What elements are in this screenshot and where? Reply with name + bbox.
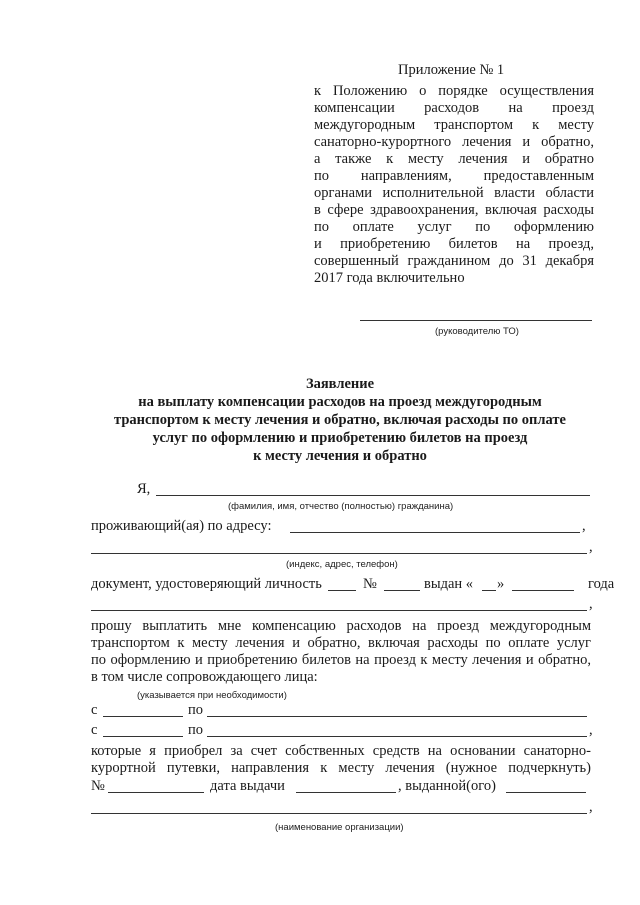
recipient-caption: (руководителю ТО)	[435, 326, 519, 337]
companion-caption: (указывается при необходимости)	[137, 690, 287, 701]
comma: ,	[589, 596, 593, 612]
request-line: в том числе сопровождающего лица:	[91, 669, 318, 685]
request-line: прошу выплатить мне компенсацию расходов на проезд междугородным	[91, 618, 591, 634]
full-name-field[interactable]	[156, 495, 590, 496]
comma: ,	[589, 722, 593, 738]
from-label: с	[91, 722, 98, 738]
document-subtitle-line: к месту лечения и обратно	[253, 448, 427, 464]
request-line: по оформлению и приобретению билетов на проезд к месту лечения и обратно,	[91, 652, 591, 668]
id-document-label: документ, удостоверяющий личность	[91, 576, 322, 592]
document-subtitle-line: услуг по оформлению и приобретению билетов на проезд	[152, 430, 528, 446]
request-line: транспортом к месту лечения и обратно, включая расходы по оплате услуг	[91, 635, 591, 651]
issued-label: выдан «	[424, 576, 474, 592]
to-date-field[interactable]	[207, 716, 587, 717]
appendix-line: а также к месту лечения и обратно	[314, 151, 594, 167]
issue-date-field[interactable]	[296, 792, 396, 793]
issuing-organization-field[interactable]	[506, 792, 586, 793]
comma: ,	[582, 518, 586, 534]
address-caption: (индекс, адрес, телефон)	[286, 559, 398, 570]
to-date-field[interactable]	[207, 736, 587, 737]
i-label: Я,	[137, 481, 151, 497]
recipient-field[interactable]	[360, 320, 592, 321]
appendix-line: по направлениям, предоставленным	[314, 168, 594, 184]
appendix-line: по оплате услуг по оформлению	[314, 219, 594, 235]
document-title: Заявление	[305, 376, 375, 392]
document-series-field[interactable]	[328, 590, 356, 591]
address-label: проживающий(ая) по адресу:	[91, 518, 272, 534]
from-date-field[interactable]	[103, 716, 183, 717]
issue-date-label: дата выдачи	[210, 778, 285, 794]
organization-name-field[interactable]	[91, 813, 587, 814]
appendix-line: компенсации расходов на проезд	[314, 100, 594, 116]
address-field[interactable]	[290, 532, 580, 533]
quote-close: »	[497, 576, 505, 592]
appendix-title: Приложение № 1	[398, 62, 505, 78]
appendix-line: и приобретению билетов на проезд,	[314, 236, 594, 252]
number-sign: №	[363, 576, 377, 592]
appendix-line: совершенный гражданином до 31 декабря	[314, 253, 594, 269]
issue-month-field[interactable]	[512, 590, 574, 591]
document-subtitle-line: на выплату компенсации расходов на проезд междугородным	[138, 394, 542, 410]
comma: ,	[589, 539, 593, 555]
organization-caption: (наименование организации)	[275, 822, 404, 833]
comma: ,	[589, 799, 593, 815]
from-label: с	[91, 702, 98, 718]
from-date-field[interactable]	[103, 736, 183, 737]
appendix-line: 2017 года включительно	[314, 270, 465, 286]
appendix-line: междугородным транспортом к месту	[314, 117, 594, 133]
document-number-field[interactable]	[384, 590, 420, 591]
appendix-line: органами исполнительной власти области	[314, 185, 594, 201]
purchase-line: курортной путевки, направления к месту лечения (нужное подчеркнуть)	[91, 760, 591, 776]
appendix-line: к Положению о порядке осуществления	[314, 83, 594, 99]
to-label: по	[188, 722, 204, 738]
issue-day-field[interactable]	[482, 590, 496, 591]
full-name-caption: (фамилия, имя, отчество (полностью) гражданина)	[228, 501, 454, 512]
appendix-line: санаторно-курортного лечения и обратно,	[314, 134, 594, 150]
address-field-continued[interactable]	[91, 553, 587, 554]
issued-by-label: , выданной(ого)	[398, 778, 496, 794]
issued-by-field[interactable]	[91, 610, 587, 611]
appendix-line: в сфере здравоохранения, включая расходы	[314, 202, 594, 218]
to-label: по	[188, 702, 204, 718]
number-sign: №	[91, 778, 105, 794]
year-label: года	[588, 576, 615, 592]
purchase-line: которые я приобрел за счет собственных средств на основании санаторно-	[91, 743, 591, 759]
voucher-number-field[interactable]	[108, 792, 204, 793]
document-subtitle-line: транспортом к месту лечения и обратно, включая расходы по оплате	[114, 412, 566, 428]
